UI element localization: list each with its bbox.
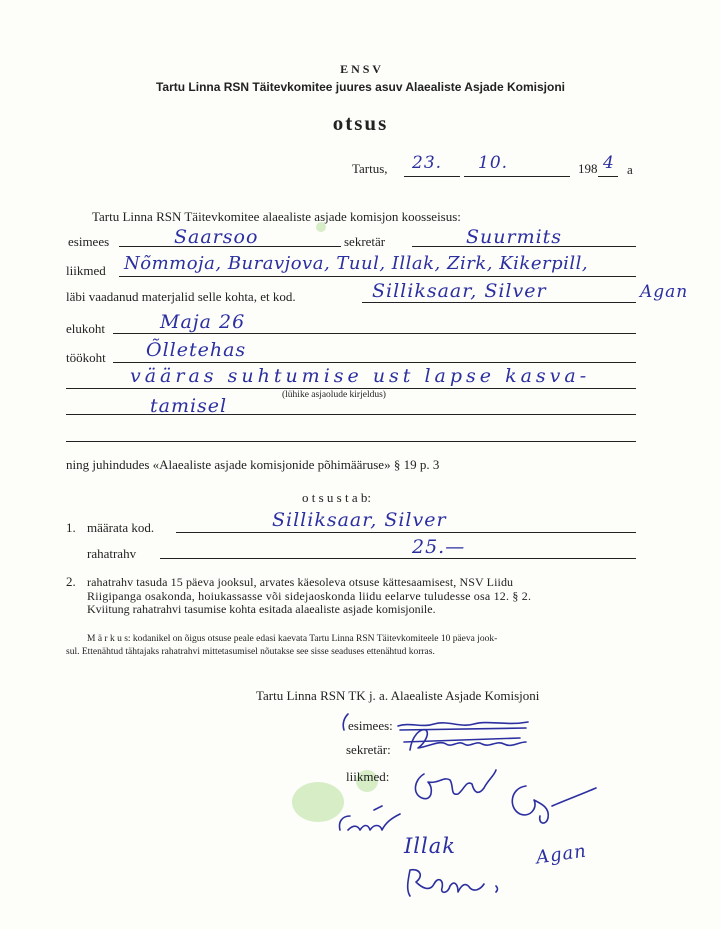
member-signature-2: [490, 778, 600, 828]
item2-line1: rahatrahv tasuda 15 päeva jooksul, arvates käesoleva otsuse kättesaamisest, NSV Liidu: [87, 575, 514, 589]
member-name-2: Agan: [534, 840, 589, 869]
date-day: 23.: [412, 153, 443, 173]
reviewed-label: läbi vaadanud materjalid selle kohta, et kod.: [66, 289, 296, 304]
item2-line3: Kviitung rahatrahvi tasumise kohta esitada alaealiste asjade komisjonile.: [87, 602, 436, 616]
fine-label: rahatrahv: [87, 546, 137, 561]
date-year-digit: 4: [603, 153, 615, 173]
description-line1: vääras suhtumise ust lapse kasva-: [130, 365, 591, 387]
note-label: M ä r k u s:: [87, 634, 131, 644]
chairman-label: esimees: [68, 234, 110, 249]
item2-line2: Riigipanga osakonda, hoiukassasse või sidejaoskonda liidu eelarve tuludesse osa 12. § 2.: [87, 589, 532, 603]
item1-label: määrata kod.: [87, 520, 155, 535]
fine-value: 25.—: [412, 536, 466, 558]
date-month: 10.: [478, 153, 509, 173]
date-year-suffix: a: [627, 162, 633, 177]
workplace-label: töökoht: [66, 350, 106, 365]
member-signature-4: [400, 862, 520, 902]
note-line1: [87, 634, 497, 644]
reviewed-value: Silliksaar, Silver: [372, 280, 547, 302]
composition-intro: Tartu Linna RSN Täitevkomitee alaealiste asjade komisjon koosseisus:: [92, 209, 461, 224]
description-line2: tamisel: [150, 395, 228, 417]
decision-heading: o t s u s t a b:: [302, 490, 371, 505]
signatures-heading: Tartu Linna RSN TK j. a. Alaealiste Asjade Komisjoni: [256, 688, 540, 703]
signature-members-label: liikmed:: [346, 769, 390, 784]
chairman-value: Saarsoo: [174, 226, 259, 248]
members-value: Nõmmoja, Buravjova, Tuul, Illak, Zirk, Kikerpill,: [124, 253, 589, 274]
page-title: otsus: [332, 111, 389, 135]
signature-secretary-label: sekretär:: [346, 742, 391, 757]
committee-heading: Tartu Linna RSN Täitevkomitee juures asuv Alaealiste Asjade Komisjoni: [155, 80, 565, 94]
members-label: liikmed: [66, 263, 106, 278]
secretary-signature: [400, 726, 540, 756]
item1-value: Silliksaar, Silver: [272, 509, 447, 531]
item1-number: 1.: [66, 520, 76, 535]
workplace-value: Õlletehas: [146, 339, 247, 361]
note-line1-rest: kodanikel on õigus otsuse peale edasi kaevata Tartu Linna RSN Täitevkomiteele 10 päeva jook-: [132, 634, 498, 644]
date-year-prefix: 198: [578, 161, 598, 176]
ensv-heading: E N S V: [340, 62, 381, 76]
secretary-value: Suurmits: [466, 226, 563, 248]
member-name-1: Illak: [404, 834, 456, 858]
residence-value: Maja 26: [160, 311, 246, 333]
residence-label: elukoht: [66, 321, 105, 336]
note-line2: sul. Ettenähtud tähtajaks rahatrahvi mittetasumisel nõutakse see sisse seaduses ettenähtud korras.: [66, 647, 435, 657]
members-extra: Agan: [640, 282, 689, 302]
item2-number: 2.: [66, 574, 76, 589]
description-caption: (lühike asjaolude kirjeldus): [282, 390, 386, 400]
guidance-text: ning juhindudes «Alaealiste asjade komisjonide põhimääruse» § 19 p. 3: [66, 457, 440, 472]
signature-chairman-label: esimees:: [348, 718, 393, 733]
secretary-label: sekretär: [344, 234, 386, 249]
date-city-label: Tartus,: [352, 161, 388, 176]
